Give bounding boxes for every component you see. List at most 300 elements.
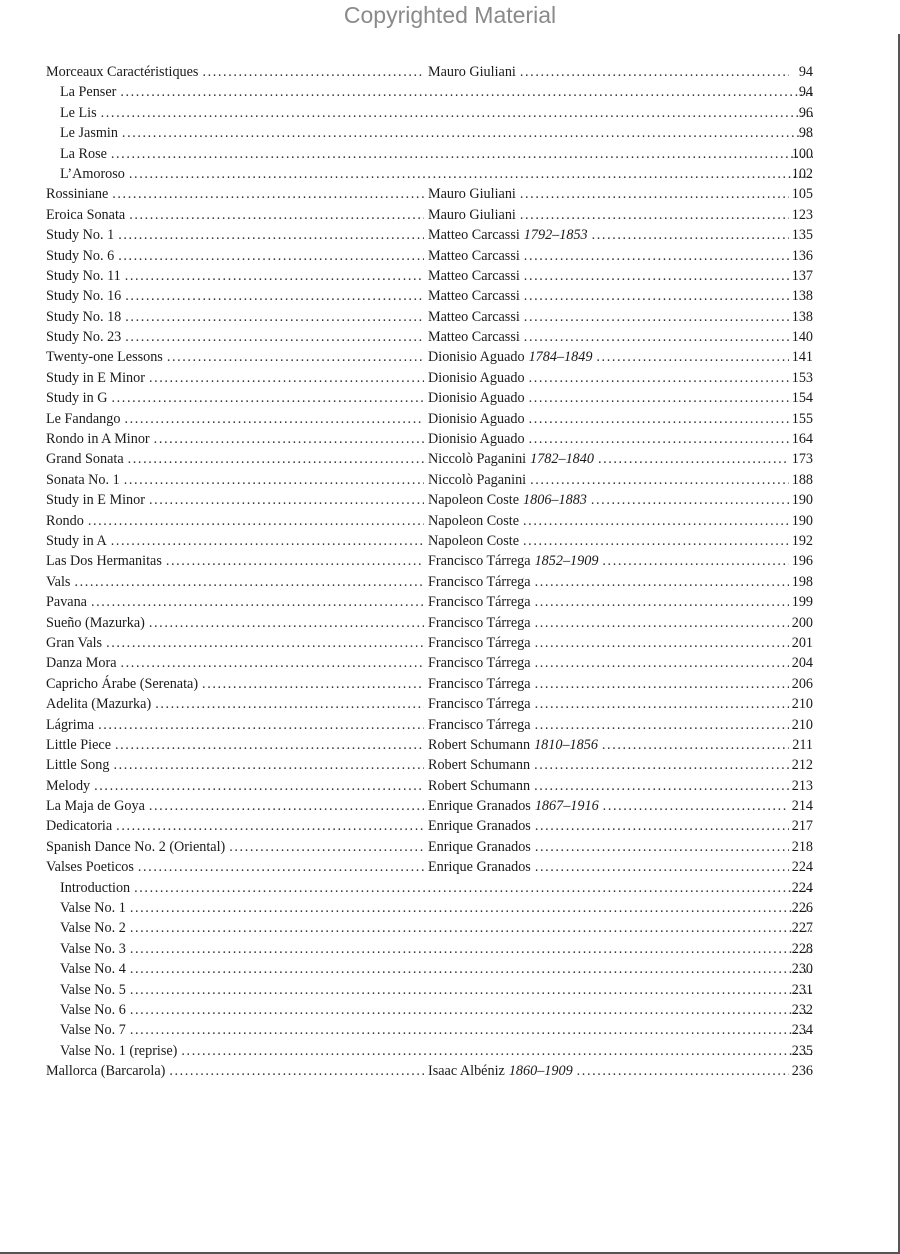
dot-leader — [129, 164, 813, 184]
entry-title: Grand Sonata — [46, 449, 128, 469]
entry-composer-cell — [428, 776, 789, 796]
dot-leader — [523, 511, 789, 531]
entry-title: Study No. 18 — [46, 307, 125, 327]
dot-leader — [88, 511, 424, 531]
entry-page-number: 190 — [791, 492, 813, 509]
toc-entry — [46, 449, 813, 469]
entry-page-number: 201 — [791, 634, 813, 651]
entry-composer-cell — [428, 490, 789, 510]
entry-composer: Enrique Granados — [428, 798, 531, 815]
entry-page-number: 105 — [791, 186, 813, 203]
entry-composer-cell — [428, 1061, 789, 1081]
entry-composer-cell — [428, 613, 789, 633]
toc-entry — [46, 715, 813, 735]
entry-title-cell — [46, 327, 424, 347]
entry-title-cell — [46, 531, 424, 551]
entry-composer-cell — [428, 735, 789, 755]
dot-leader — [535, 633, 789, 653]
toc-entry — [46, 286, 813, 306]
entry-title: Rondo — [46, 511, 88, 531]
entry-title-cell — [46, 490, 424, 510]
dot-leader — [129, 205, 424, 225]
entry-title: Introduction — [60, 878, 134, 898]
entry-composer-cell — [428, 62, 789, 82]
toc-entry — [46, 184, 813, 204]
entry-page-number: 96 — [798, 104, 813, 121]
entry-composer-cell — [428, 551, 789, 571]
toc-entry — [46, 572, 813, 592]
toc-entry — [46, 613, 813, 633]
entry-composer: Enrique Granados — [428, 818, 531, 835]
entry-title-cell — [46, 674, 424, 694]
entry-page-number: 210 — [791, 716, 813, 733]
entry-composer-cell — [428, 694, 789, 714]
dot-leader — [529, 368, 789, 388]
entry-composer: Robert Schumann — [428, 777, 531, 794]
dot-leader — [202, 674, 424, 694]
dot-leader — [524, 266, 789, 286]
entry-composer: Francisco Tárrega — [428, 614, 531, 631]
dot-leader — [535, 857, 789, 877]
toc-entry — [46, 633, 813, 653]
entry-composer-cell — [428, 511, 789, 531]
dot-leader — [535, 674, 789, 694]
entry-title: Adelita (Mazurka) — [46, 694, 155, 714]
toc-subentry — [46, 1020, 813, 1040]
entry-page-number: 213 — [791, 777, 813, 794]
entry-composer: Francisco Tárrega — [428, 634, 531, 651]
entry-title: Valse No. 1 (reprise) — [60, 1041, 181, 1061]
dot-leader — [529, 388, 789, 408]
entry-title-cell — [46, 694, 424, 714]
dot-leader — [111, 144, 813, 164]
entry-page-number: 224 — [791, 879, 813, 896]
entry-composer-cell — [428, 409, 789, 429]
entry-title: Valse No. 4 — [60, 959, 130, 979]
entry-title: Study No. 6 — [46, 246, 118, 266]
dot-leader — [130, 918, 813, 938]
entry-composer: Matteo Carcassi — [428, 308, 520, 325]
dot-leader — [134, 878, 813, 898]
dot-leader — [520, 184, 789, 204]
entry-composer: Dionisio Aguado — [428, 369, 525, 386]
entry-composer: Matteo Carcassi — [428, 227, 520, 244]
entry-page-number: 164 — [791, 431, 813, 448]
toc-entry — [46, 266, 813, 286]
toc-entry — [46, 205, 813, 225]
table-of-contents — [46, 62, 813, 1082]
entry-title-cell — [46, 246, 424, 266]
dot-leader — [520, 205, 789, 225]
dot-leader — [535, 816, 789, 836]
entry-page-number: 217 — [791, 818, 813, 835]
dot-leader — [603, 796, 789, 816]
entry-page-number: 228 — [791, 940, 813, 957]
entry-composer-cell — [428, 816, 789, 836]
entry-title-cell — [60, 82, 813, 102]
entry-title: Study in A — [46, 531, 111, 551]
entry-composer-cell — [428, 531, 789, 551]
dot-leader — [149, 613, 424, 633]
entry-title: Valses Poeticos — [46, 857, 138, 877]
entry-title-cell — [46, 633, 424, 653]
entry-title-cell — [46, 592, 424, 612]
entry-page-number: 235 — [791, 1042, 813, 1059]
entry-composer-cell — [428, 388, 789, 408]
dot-leader — [535, 653, 789, 673]
dot-leader — [125, 266, 424, 286]
entry-page-number: 123 — [791, 206, 813, 223]
entry-title: Valse No. 7 — [60, 1020, 130, 1040]
entry-composer: Enrique Granados — [428, 859, 531, 876]
entry-title-cell — [46, 715, 424, 735]
entry-title-cell — [60, 1041, 813, 1061]
entry-page-number: 234 — [791, 1022, 813, 1039]
toc-entry — [46, 62, 813, 82]
dot-leader — [101, 103, 813, 123]
entry-composer-cell — [428, 796, 789, 816]
entry-page-number: 153 — [791, 369, 813, 386]
toc-entry — [46, 796, 813, 816]
entry-composer-cell — [428, 674, 789, 694]
dot-leader — [106, 633, 424, 653]
entry-title-cell — [60, 1020, 813, 1040]
toc-subentry — [46, 1041, 813, 1061]
toc-subentry — [46, 939, 813, 959]
toc-entry — [46, 246, 813, 266]
entry-page-number: 231 — [791, 981, 813, 998]
dot-leader — [181, 1041, 813, 1061]
dot-leader — [524, 246, 789, 266]
entry-title: Little Song — [46, 755, 113, 775]
toc-entry — [46, 551, 813, 571]
entry-title: Capricho Árabe (Serenata) — [46, 674, 202, 694]
entry-composer-cell — [428, 653, 789, 673]
entry-title: Valse No. 6 — [60, 1000, 130, 1020]
dot-leader — [94, 776, 424, 796]
entry-title-cell — [60, 1000, 813, 1020]
entry-title-cell — [46, 266, 424, 286]
entry-composer-cell — [428, 715, 789, 735]
entry-page-number: 173 — [791, 451, 813, 468]
entry-title-cell — [46, 613, 424, 633]
entry-title: Las Dos Hermanitas — [46, 551, 166, 571]
composer-dates: 1792–1853 — [523, 227, 588, 244]
composer-dates: 1782–1840 — [530, 451, 594, 468]
entry-title: Eroica Sonata — [46, 205, 129, 225]
dot-leader — [577, 1061, 789, 1081]
toc-entry — [46, 755, 813, 775]
entry-composer-cell — [428, 347, 789, 367]
entry-page-number: 198 — [791, 573, 813, 590]
entry-page-number: 218 — [791, 838, 813, 855]
toc-entry — [46, 857, 813, 877]
dot-leader — [202, 62, 424, 82]
entry-title-cell — [46, 511, 424, 531]
entry-composer: Mauro Giuliani — [428, 206, 516, 223]
dot-leader — [118, 246, 424, 266]
entry-composer-cell — [428, 429, 789, 449]
entry-title-cell — [46, 449, 424, 469]
toc-subentry — [46, 164, 813, 184]
entry-page-number: 232 — [791, 1001, 813, 1018]
entry-page-number: 212 — [791, 757, 813, 774]
entry-title-cell — [46, 551, 424, 571]
entry-title: Valse No. 1 — [60, 898, 130, 918]
copyright-watermark: Copyrighted Material — [343, 2, 557, 28]
entry-composer-cell — [428, 307, 789, 327]
dot-leader — [592, 225, 789, 245]
entry-composer: Matteo Carcassi — [428, 247, 520, 264]
entry-title-cell — [46, 837, 424, 857]
entry-title-cell — [46, 1061, 424, 1081]
toc-entry — [46, 225, 813, 245]
entry-composer-cell — [428, 246, 789, 266]
entry-page-number: 94 — [798, 64, 813, 80]
toc-subentry — [46, 898, 813, 918]
entry-composer: Matteo Carcassi — [428, 267, 520, 284]
entry-title-cell — [46, 857, 424, 877]
entry-composer: Matteo Carcassi — [428, 288, 520, 305]
entry-page-number: 204 — [791, 655, 813, 672]
entry-title-cell — [60, 878, 813, 898]
entry-composer: Robert Schumann — [428, 736, 531, 753]
toc-entry — [46, 694, 813, 714]
entry-title-cell — [60, 123, 813, 143]
entry-composer: Matteo Carcassi — [428, 329, 520, 346]
dot-leader — [113, 755, 424, 775]
dot-leader — [535, 572, 789, 592]
dot-leader — [529, 429, 789, 449]
entry-title: Le Fandango — [46, 409, 124, 429]
entry-composer: Dionisio Aguado — [428, 390, 525, 407]
composer-dates: 1852–1909 — [534, 553, 599, 570]
entry-title: Rossiniane — [46, 184, 112, 204]
toc-entry — [46, 368, 813, 388]
toc-subentry — [46, 144, 813, 164]
entry-page-number: 214 — [791, 798, 813, 815]
entry-title-cell — [46, 429, 424, 449]
entry-title-cell — [60, 144, 813, 164]
entry-composer: Mauro Giuliani — [428, 186, 516, 203]
entry-title-cell — [60, 918, 813, 938]
entry-page-number: 210 — [791, 696, 813, 713]
entry-title: Sonata No. 1 — [46, 470, 124, 490]
entry-title: Pavana — [46, 592, 91, 612]
entry-composer: Francisco Tárrega — [428, 594, 531, 611]
entry-title-cell — [46, 735, 424, 755]
dot-leader — [116, 816, 424, 836]
toc-entry — [46, 388, 813, 408]
entry-title: La Rose — [60, 144, 111, 164]
entry-title-cell — [46, 307, 424, 327]
dot-leader — [128, 449, 424, 469]
entry-composer-cell — [428, 286, 789, 306]
entry-composer-cell — [428, 368, 789, 388]
entry-page-number: 188 — [791, 471, 813, 488]
entry-composer: Robert Schumann — [428, 757, 531, 774]
entry-composer: Enrique Granados — [428, 838, 531, 855]
entry-page-number: 196 — [791, 553, 813, 570]
entry-composer: Francisco Tárrega — [428, 675, 531, 692]
dot-leader — [124, 409, 424, 429]
dot-leader — [125, 307, 424, 327]
entry-title: Valse No. 5 — [60, 980, 130, 1000]
entry-composer-cell — [428, 327, 789, 347]
toc-entry — [46, 307, 813, 327]
entry-page-number: 230 — [791, 961, 813, 978]
entry-title-cell — [46, 470, 424, 490]
dot-leader — [523, 531, 789, 551]
dot-leader — [535, 837, 789, 857]
entry-title: Twenty-one Lessons — [46, 347, 167, 367]
toc-entry — [46, 592, 813, 612]
dot-leader — [138, 857, 424, 877]
dot-leader — [155, 694, 424, 714]
dot-leader — [112, 184, 424, 204]
entry-page-number: 224 — [791, 859, 813, 876]
dot-leader — [74, 572, 424, 592]
entry-composer: Napoleon Coste — [428, 512, 520, 529]
dot-leader — [130, 980, 813, 1000]
toc-entry — [46, 674, 813, 694]
dot-leader — [125, 286, 424, 306]
entry-title: Dedicatoria — [46, 816, 116, 836]
entry-title: Melody — [46, 776, 94, 796]
entry-title: Danza Mora — [46, 653, 121, 673]
entry-page-number: 190 — [791, 512, 813, 529]
toc-entry — [46, 1061, 813, 1081]
entry-title: Study in E Minor — [46, 490, 149, 510]
toc-entry — [46, 347, 813, 367]
dot-leader — [98, 715, 424, 735]
entry-title: Valse No. 2 — [60, 918, 130, 938]
composer-dates: 1784–1849 — [528, 349, 593, 366]
dot-leader — [602, 551, 789, 571]
entry-title-cell — [46, 776, 424, 796]
entry-title: L’Amoroso — [60, 164, 129, 184]
toc-entry — [46, 653, 813, 673]
entry-composer-cell — [428, 225, 789, 245]
entry-page-number: 138 — [791, 308, 813, 325]
dot-leader — [149, 368, 424, 388]
dot-leader — [124, 470, 424, 490]
entry-title: Le Jasmin — [60, 123, 122, 143]
entry-title: Morceaux Caractéristiques — [46, 62, 202, 82]
entry-composer: Isaac Albéniz — [428, 1063, 505, 1080]
entry-page-number: 100 — [791, 145, 813, 162]
entry-composer: Niccolò Paganini — [428, 451, 527, 468]
toc-entry — [46, 816, 813, 836]
entry-title-cell — [46, 286, 424, 306]
dot-leader — [530, 470, 789, 490]
toc-subentry — [46, 1000, 813, 1020]
entry-composer-cell — [428, 470, 789, 490]
entry-title-cell — [46, 205, 424, 225]
entry-title-cell — [46, 409, 424, 429]
entry-composer-cell — [428, 633, 789, 653]
entry-composer-cell — [428, 184, 789, 204]
toc-entry — [46, 429, 813, 449]
dot-leader — [118, 225, 424, 245]
entry-page-number: 227 — [791, 920, 813, 937]
entry-page-number: 102 — [791, 165, 813, 182]
entry-title: Study in E Minor — [46, 368, 149, 388]
entry-page-number: 236 — [791, 1063, 813, 1080]
entry-title-cell — [46, 796, 424, 816]
toc-subentry — [46, 103, 813, 123]
entry-page-number: 140 — [791, 329, 813, 346]
entry-composer: Napoleon Coste — [428, 492, 520, 509]
dot-leader — [120, 82, 813, 102]
entry-title: Vals — [46, 572, 74, 592]
entry-title: Rondo in A Minor — [46, 429, 154, 449]
entry-composer-cell — [428, 449, 789, 469]
toc-entry — [46, 735, 813, 755]
toc-subentry — [46, 918, 813, 938]
dot-leader — [169, 1061, 424, 1081]
dot-leader — [529, 409, 789, 429]
entry-title: Study No. 1 — [46, 225, 118, 245]
entry-page-number: 141 — [791, 349, 813, 366]
toc-entry — [46, 776, 813, 796]
entry-title: Gran Vals — [46, 633, 106, 653]
entry-title: Study No. 11 — [46, 266, 125, 286]
dot-leader — [149, 796, 424, 816]
dot-leader — [130, 898, 813, 918]
dot-leader — [535, 694, 789, 714]
toc-subentry — [46, 878, 813, 898]
dot-leader — [130, 939, 813, 959]
entry-composer: Dionisio Aguado — [428, 410, 525, 427]
dot-leader — [112, 388, 425, 408]
dot-leader — [167, 347, 424, 367]
entry-composer: Francisco Tárrega — [428, 553, 531, 570]
entry-composer-cell — [428, 837, 789, 857]
entry-page-number: 206 — [791, 675, 813, 692]
dot-leader — [130, 1000, 813, 1020]
entry-title-cell — [46, 572, 424, 592]
entry-composer: Mauro Giuliani — [428, 64, 516, 80]
dot-leader — [534, 755, 789, 775]
entry-title: Valse No. 3 — [60, 939, 130, 959]
entry-composer: Dionisio Aguado — [428, 431, 525, 448]
entry-title: Study in G — [46, 388, 112, 408]
entry-page-number: 135 — [791, 227, 813, 244]
dot-leader — [535, 715, 789, 735]
entry-composer: Francisco Tárrega — [428, 716, 531, 733]
toc-subentry — [46, 82, 813, 102]
entry-title-cell — [46, 755, 424, 775]
dot-leader — [596, 347, 789, 367]
toc-entry — [46, 837, 813, 857]
toc-entry — [46, 470, 813, 490]
dot-leader — [122, 123, 813, 143]
entry-composer-cell — [428, 572, 789, 592]
composer-dates: 1806–1883 — [523, 492, 587, 509]
dot-leader — [534, 776, 789, 796]
dot-leader — [591, 490, 789, 510]
toc-entry — [46, 409, 813, 429]
entry-page-number: 136 — [791, 247, 813, 264]
entry-composer-cell — [428, 205, 789, 225]
entry-page-number: 155 — [791, 410, 813, 427]
dot-leader — [524, 327, 789, 347]
dot-leader — [535, 592, 789, 612]
toc-subentry — [46, 123, 813, 143]
entry-title-cell — [46, 388, 424, 408]
entry-title: Spanish Dance No. 2 (Oriental) — [46, 837, 229, 857]
